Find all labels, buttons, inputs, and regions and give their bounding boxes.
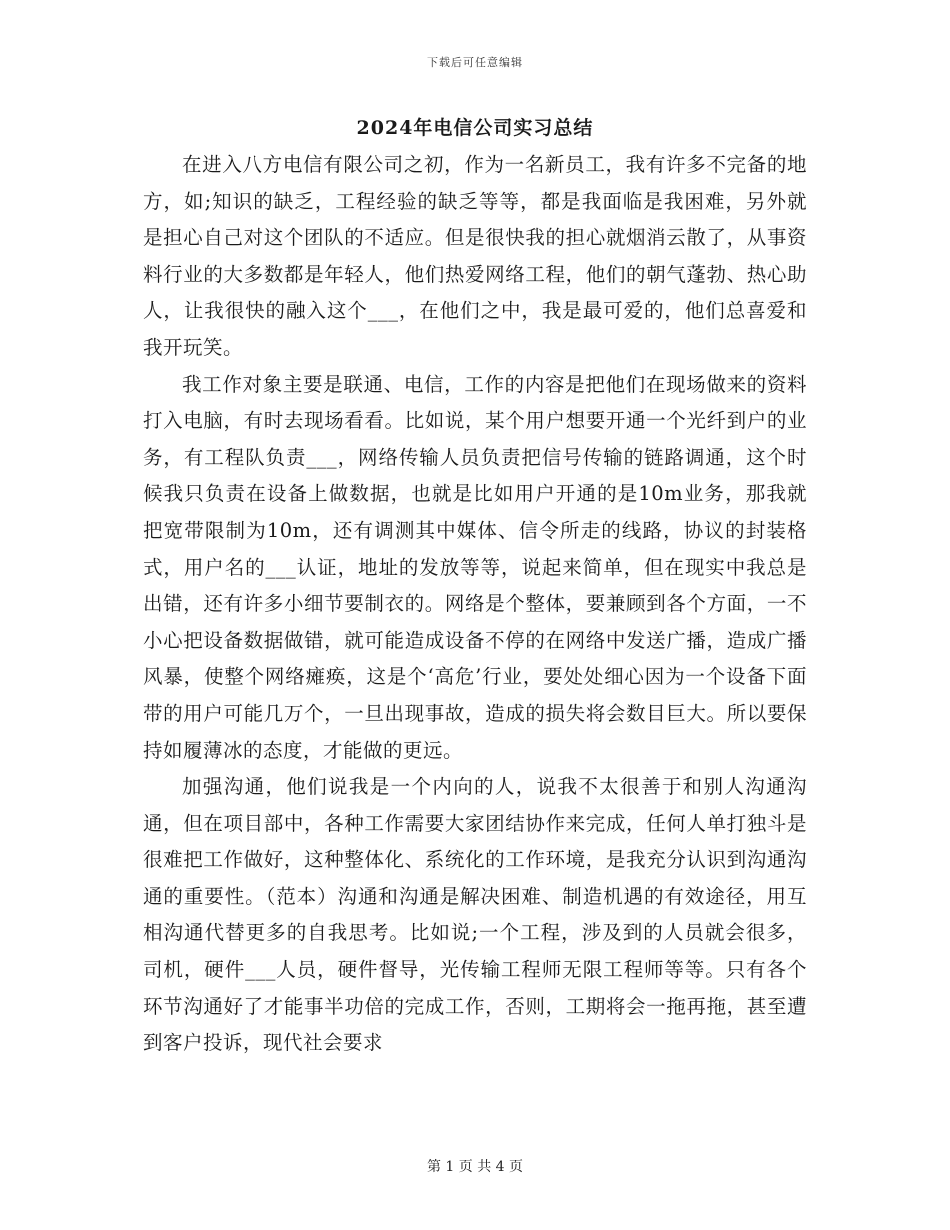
document-body bbox=[143, 147, 807, 1062]
paragraph-1: 在进入八方电信有限公司之初，作为一名新员工，我有许多不完备的地方，如;知识的缺乏，工程经验的缺乏等等，都是我面临是我困难，另外就是担心自己对这个团队的不适应。但是很快我的担心就烟消云散了，从事资料行业的大多数都是年轻人，他们热爱网络工程，他们的朝气蓬勃、热心助人，让我很快的融入这个___，在他们之中，我是最可爱的，他们总喜爱和我开玩笑。 bbox=[143, 153, 807, 359]
page-indicator: 第 1 页 共 4 页 bbox=[426, 1159, 524, 1175]
header-note: 下载后可任意编辑 bbox=[427, 56, 523, 69]
paragraph-3: 加强沟通，他们说我是一个内向的人，说我不太很善于和别人沟通沟通，但在项目部中，各种工作需要大家团结协作来完成，任何人单打独斗是很难把工作做好，这种整体化、系统化的工作环境，是我充分认识到沟通沟通的重要性。（范本）沟通和沟通是解决困难、制造机遇的有效途径，用互相沟通代替更多的自我思考。比如说;一个工程，涉及到的人员就会很多，司机，硬件___人员，硬件督导，光传输工程师无限工程师等等。只有各个环节沟通好了才能事半功倍的完成工作，否则，工期将会一拖再拖，甚至遭到客户投诉，现代社会要求 bbox=[143, 775, 807, 1055]
paragraph-2: 我工作对象主要是联通、电信，工作的内容是把他们在现场做来的资料打入电脑，有时去现场看看。比如说，某个用户想要开通一个光纤到户的业务，有工程队负责___，网络传输人员负责把信号传输的链路调通，这个时候我只负责在设备上做数据，也就是比如用户开通的是10m业务，那我就把宽带限制为10m，还有调测其中媒体、信令所走的线路，协议的封装格式，用户名的___认证，地址的发放等等，说起来简单，但在现实中我总是出错，还有许多小细节要制衣的。网络是个整体，要兼顾到各个方面，一不小心把设备数据做错，就可能造成设备不停的在网络中发送广播，造成广播风暴，使整个网络瘫痪，这是个‘高危’行业，要处处细心因为一个设备下面带的用户可能几万个，一旦出现事故，造成的损失将会数目巨大。所以要保持如履薄冰的态度，才能做的更远。 bbox=[143, 372, 807, 762]
document-title: 2024年电信公司实习总结 bbox=[356, 117, 594, 139]
